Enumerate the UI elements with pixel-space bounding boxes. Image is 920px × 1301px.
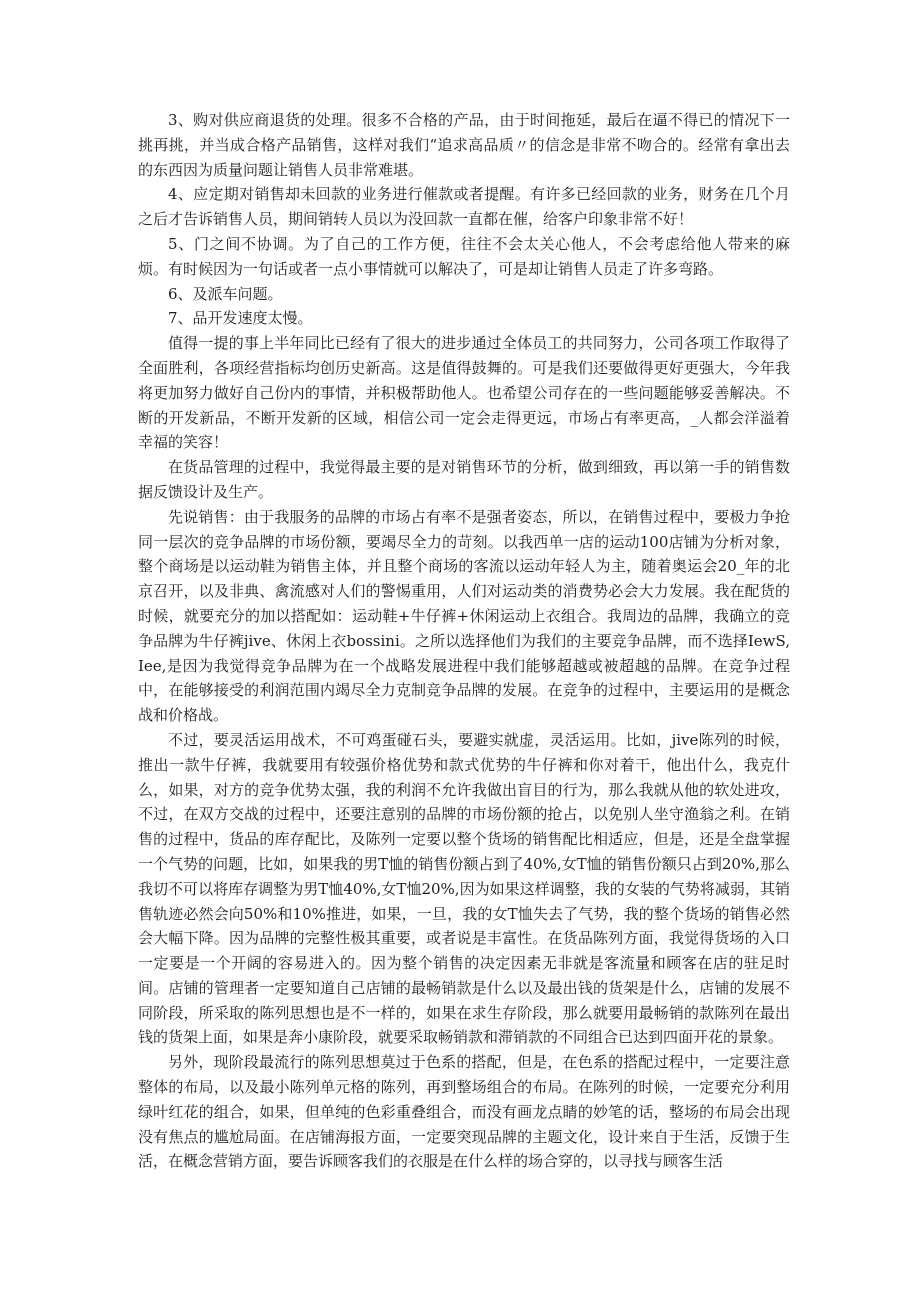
paragraph-department-coordination: 5、门之间不协调。为了自己的工作方便，往往不会太关心他人，不会考虑给他人带来的麻烦。有时候因为一句话或者一点小事情就可以解决了，可是却让销售人员走了许多弯路。	[138, 234, 790, 278]
paragraph-dispatch-issue: 6、及派车问题。	[168, 284, 283, 303]
paragraph-sales-analysis: 先说销售：由于我服务的品牌的市场占有率不是强者姿态，所以，在销售过程中，要极力争抢同一层次的竞争品牌的市场份额，要竭尽全力的苛刻。以我西单一店的运动100店铺为分析对象，整个商场是以运动鞋为销售主体，并且整个商场的客流以运动年轻人为主，随着奥运会20_年的北京召开，以及非典、禽流感对人们的警惕重用，人们对运动类的消费势必会大力发展。我在配货的时候，就要充分的加以搭配如：运动鞋+牛仔裤+休闲运动上衣组合。我周边的品牌，我确立的竞争品牌为牛仔裤jive、休闲上衣bossini。之所以选择他们为我们的主要竞争品牌，而不选择IewS,Iee,是因为我觉得竞争品牌为在一个战略发展进程中我们能够超越或被超越的品牌。在竞争过程中，在能够接受的利润范围内竭尽全力克制竞争品牌的发展。在竞争的过程中，主要运用的是概念战和价格战。	[138, 507, 790, 725]
paragraph-payment-reminder: 4、应定期对销售却未回款的业务进行催款或者提醒。有许多已经回款的业务，财务在几个月之后才告诉销售人员，期间销转人员以为没回款一直都在催，给客户印象非常不好！	[138, 185, 790, 229]
paragraph-supplier-returns: 3、购对供应商退货的处理。很多不合格的产品，由于时间拖延，最后在逼不得已的情况下一挑再挑，并当成合格产品销售，这样对我们“追求高品质〃的信念是非常不吻合的。经常有拿出去的东西因为质量问题让销售人员非常难堪。	[138, 111, 790, 179]
paragraph-goods-management: 在货品管理的过程中，我觉得最主要的是对销售环节的分析，做到细致，再以第一手的销售数据反馈设计及生产。	[138, 458, 790, 501]
paragraph-half-year-progress: 值得一提的事上半年同比已经有了很大的进步通过全体员工的共同努力，公司各项工作取得了全面胜利，各项经营指标均创历史新高。这是值得鼓舞的。可是我们还要做得更好更强大，今年我将更加努力做好自己份内的事情，并积极帮助他人。也希望公司存在的一些问题能够妥善解决。不断的开发新品，不断开发新的区域，相信公司一定会走得更远，市场占有率更高，_人都会洋溢着幸福的笑容！	[138, 334, 790, 452]
document-page	[138, 108, 790, 1174]
paragraph-display-color: 另外，现阶段最流行的陈列思想莫过于色系的搭配，但是，在色系的搭配过程中，一定要注意整体的布局，以及最小陈列单元格的陈列，再到整场组合的布局。在陈列的时候，一定要充分利用绿叶红花的组合，如果，但单纯的色彩重叠组合，而没有画龙点睛的妙笔的话，整场的布局会出现没有焦点的尴尬局面。在店铺海报方面，一定要突现品牌的主题文化，设计来自于生活，反馈于生活，在概念营销方面，要告诉顾客我们的衣服是在什么样的场合穿的，以寻找与顾客生活	[138, 1053, 790, 1171]
paragraph-product-development: 7、品开发速度太慢。	[168, 309, 313, 328]
paragraph-flexible-tactics: 不过，要灵活运用战术，不可鸡蛋碰石头，要避实就虚，灵活运用。比如，jive陈列的时候，推出一款牛仔裤，我就要用有较强价格优势和款式优势的牛仔裤和你对着干，他出什么，我克什么，如果，对方的竞争优势太强，我的利润不允许我做出盲目的行为，那么我就从他的软处进攻，不过，在双方交战的过程中，还要注意别的品牌的市场份额的抢占，以免别人坐守渔翁之利。在销售的过程中，货品的库存配比，及陈列一定要以整个货场的销售配比相适应，但是，还是全盘掌握一个气势的问题，比如，如果我的男T恤的销售份额占到了40%,女T恤的销售份额只占到20%,那么我切不可以将库存调整为男T恤40%,女T恤20%,因为如果这样调整，我的女装的气势将减弱，其销售轨迹必然会向50%和10%推进，如果，一旦，我的女T恤失去了气势，我的整个货场的销售必然会大幅下降。因为品牌的完整性极其重要，或者说是丰富性。在货品陈列方面，我觉得货场的入口一定要是一个开阔的容易进入的。因为整个销售的决定因素无非就是客流量和顾客在店的驻足时间。店铺的管理者一定要知道自己店铺的最畅销款是什么以及最出钱的货架是什么，店铺的发展不同阶段，所采取的陈列思想也是不一样的，如果在求生存阶段，那么就要用最畅销的款陈列在最出钱的货架上面，如果是奔小康阶段，就要采取畅销款和滞销款的不同组合已达到四面开花的景象。	[138, 730, 790, 1047]
